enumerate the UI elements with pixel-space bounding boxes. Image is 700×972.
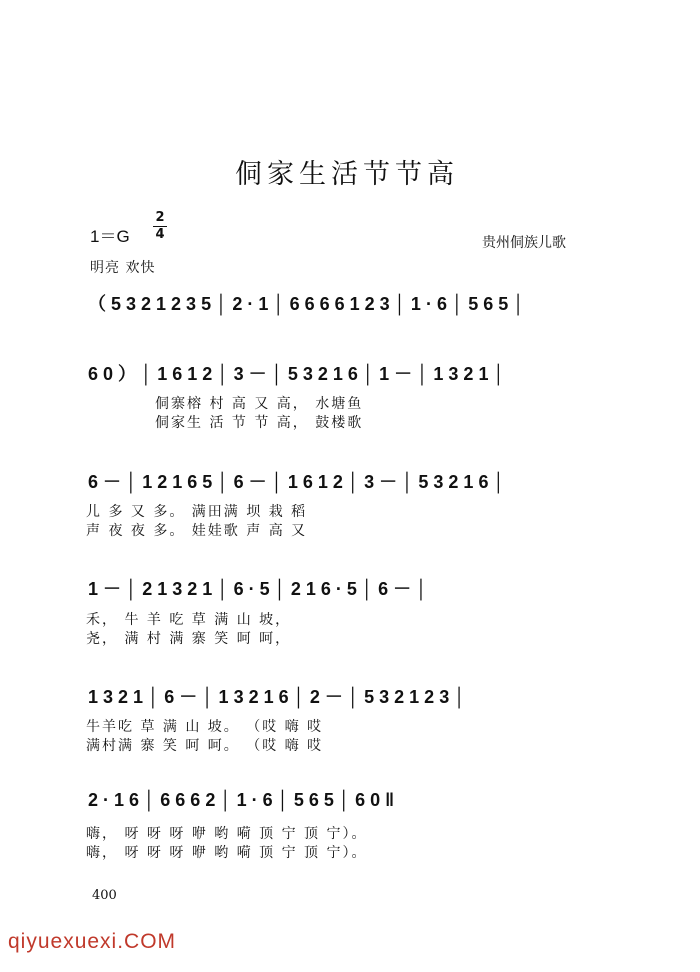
watermark-text: qiyuexuexi.COM [8, 930, 177, 953]
watermark-logo [8, 930, 176, 954]
score-row-1 [88, 290, 588, 320]
song-source: 贵州侗族儿歌 [482, 235, 566, 251]
lyric-line-1: 禾， 牛 羊 吃 草 满 山 坡， [86, 612, 292, 628]
notation-line: 1 3 2 1 │ 6 － │ 1 3 2 1 6 │ 2 － │ 5 3 2 1 2 3 │ [88, 687, 466, 707]
tempo-marking: 明亮 欢快 [90, 260, 156, 276]
notation-line: 6 0 ） │ 1 6 1 2 │ 3 － │ 5 3 2 1 6 │ 1 － │ 1 3 2 1 │ [88, 364, 505, 384]
key-signature: 1＝G [90, 227, 130, 246]
score-row-5 [88, 683, 588, 713]
notation-line: 1 － │ 2 1 3 2 1 │ 6 · 5 │ 2 1 6 · 5 │ 6 － │ [88, 579, 428, 599]
lyric-line-2: 嗨， 呀 呀 呀 咿 哟 嗬 顶 宁 顶 宁）。 [86, 845, 368, 861]
lyric-line-2: 满村满 寨 笑 呵 呵。 （哎 嗨 哎 [86, 738, 324, 754]
notation-line: （ 5 3 2 1 2 3 5 │ 2 · 1 │ 6 6 6 6 1 2 3 │ 1 · 6 │ 5 6 5 │ [88, 294, 525, 314]
lyric-line-2: 侗家生 活 节 节 高， 鼓楼歌 [155, 415, 364, 431]
score-row-6 [88, 790, 588, 820]
notation-line: 6 － │ 1 2 1 6 5 │ 6 － │ 1 6 1 2 │ 3 － │ 5 3 2 1 6 │ [88, 472, 505, 492]
lyric-line-1: 嗨， 呀 呀 呀 咿 哟 嗬 顶 宁 顶 宁）。 [86, 826, 368, 842]
lyric-line-1: 侗寨榕 村 高 又 高， 水塘鱼 [155, 396, 364, 412]
page-number: 400 [92, 888, 117, 903]
score-row-3 [88, 468, 588, 498]
lyric-line-1: 牛羊吃 草 满 山 坡。 （哎 嗨 哎 [86, 719, 324, 735]
time-bottom: 4 [155, 227, 165, 242]
score-row-2 [88, 360, 588, 390]
time-top: 2 [155, 210, 165, 225]
lyric-line-1: 儿 多 又 多。 满田满 坝 栽 稻 [86, 504, 308, 520]
lyric-line-2: 尧， 满 村 满 寨 笑 呵 呵， [86, 631, 292, 647]
time-signature [153, 211, 167, 242]
notation-line: 2 · 1 6 │ 6 6 6 2 │ 1 · 6 │ 5 6 5 │ 6 0 ‖ [88, 790, 395, 810]
lyric-line-2: 声 夜 夜 多。 娃娃歌 声 高 又 [86, 523, 308, 539]
song-title: 侗家生活节节高 [235, 159, 459, 190]
score-row-4 [88, 575, 588, 605]
